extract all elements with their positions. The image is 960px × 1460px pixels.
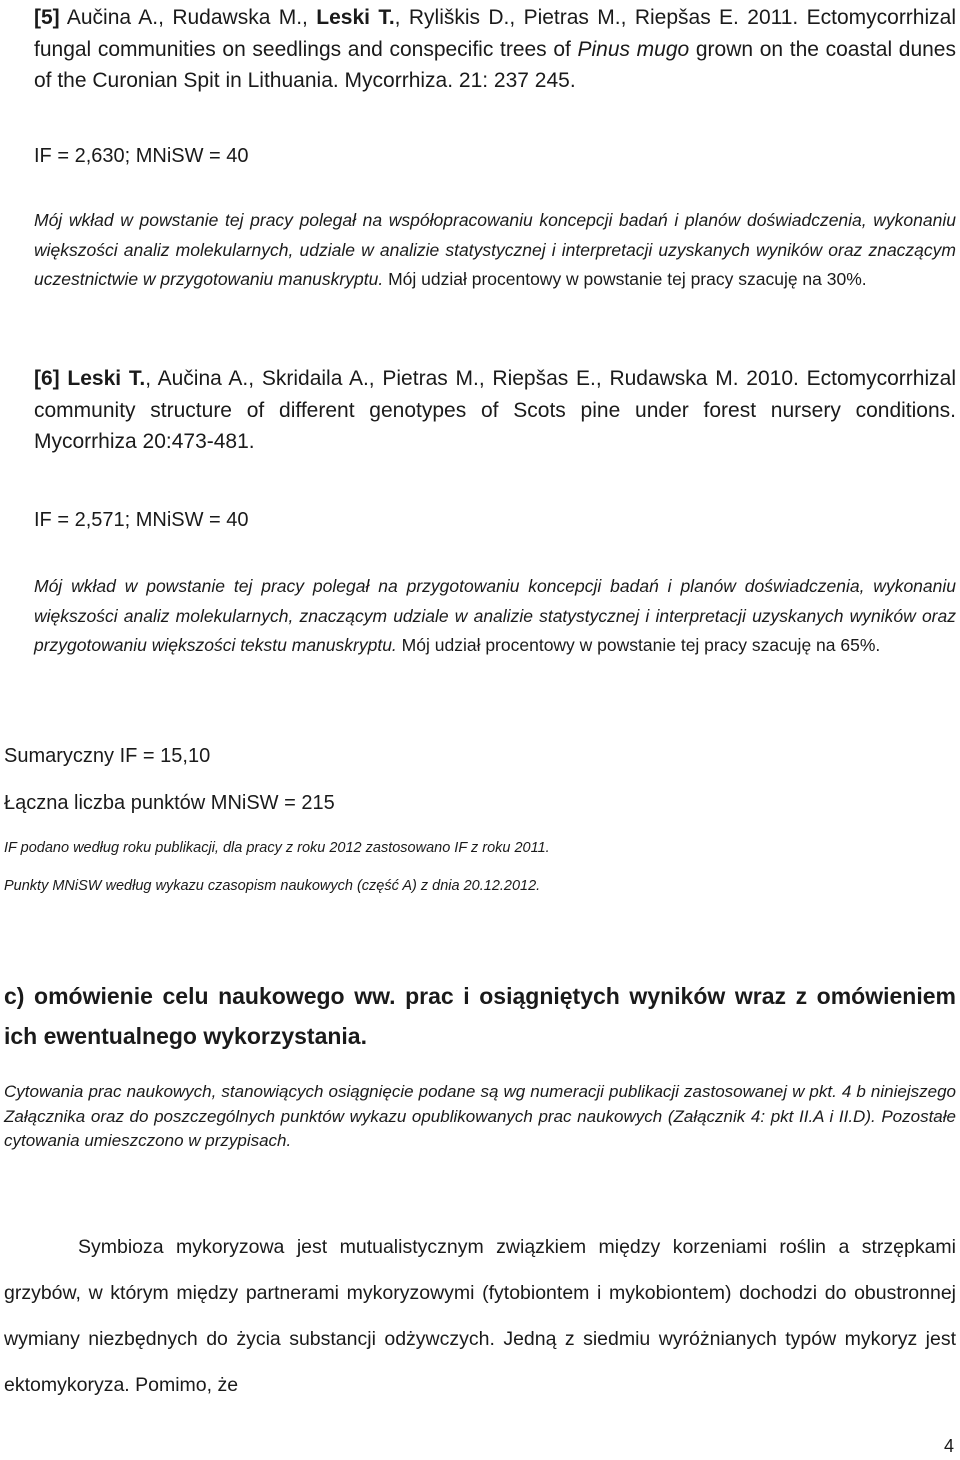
ref6-title: Ectomycorrhizal community structure of different genotypes of Scots pine under forest nursery conditions. Mycorrhiza 20:473-481. xyxy=(34,367,956,453)
ref6-contribution-text: Mój wkład w powstanie tej pracy polegał na przygotowaniu koncepcji badań i planów doświadczenia, wykonaniu większości analiz molekularnych, znaczącym udziale w analizie statystycznej i interpretacji uzyskanych wyników oraz przygotowaniu większości tekstu manuskryptu. xyxy=(34,576,956,655)
ref6-contribution xyxy=(34,572,956,661)
ref6-author-highlight: Leski T. xyxy=(67,367,146,390)
ref6-impact-factor: IF = 2,571; MNiSW = 40 xyxy=(34,509,249,531)
ref5-contribution-text: Mój wkład w powstanie tej pracy polegał na współopracowaniu koncepcji badań i planów doświadczenia, wykonaniu większości analiz molekularnych, udziale w analizie statystycznej i interpretacji uzyskanych wyników oraz znaczącym uczestnictwie w przygotowaniu manuskryptu. xyxy=(34,210,956,289)
summary-note-if: IF podano według roku publikacji, dla pracy z roku 2012 zastosowano IF z roku 2011. xyxy=(4,840,550,856)
ref5-title-continued: grown on the coastal dunes of the Curonian Spit in Lithuania. Mycorrhiza. 21: 237 245. xyxy=(34,37,956,92)
ref6-number: [6] xyxy=(34,367,60,390)
summary-note-points: Punkty MNiSW według wykazu czasopism naukowych (część A) z dnia 20.12.2012. xyxy=(4,878,541,894)
body-paragraph: Symbioza mykoryzowa jest mutualistycznym związkiem między korzeniami roślin a strzępkami grzybów, w którym między partnerami mykoryzowymi (fytobiontem i mykobiontem) dochodzi do obustronnej wymiany niezbędnych do życia substancji odżywczych. Jedną z siedmiu wyróżnianych typów mykoryz jest ektomykoryza. Pomimo, że xyxy=(4,1236,956,1396)
summary-total-points: Łączna liczba punktów MNiSW = 215 xyxy=(4,792,335,814)
ref5-number: [5] xyxy=(34,6,60,29)
ref5-contribution-share: Mój udział procentowy w powstanie tej pracy szacuję na 30%. xyxy=(388,269,867,289)
ref5-author-2: Rudawska M., xyxy=(172,6,308,29)
ref5-year: 2011. xyxy=(747,6,799,29)
citation-note: Cytowania prac naukowych, stanowiących osiągnięcie podane są wg numeracji publikacji zastosowanej w pkt. 4 b niniejszego Załącznika oraz do poszczególnych punktów wykazu opublikowanych prac naukowych (Załącznik 4: pkt II.A i II.D). Pozostałe cytowania umieszczono w przypisach. xyxy=(4,1082,956,1150)
ref6-contribution-share: Mój udział procentowy w powstanie tej pracy szacuję na 65%. xyxy=(401,635,881,655)
ref5-author-4: Ryliškis D., xyxy=(408,6,516,29)
page-number: 4 xyxy=(943,1436,954,1456)
ref5-contribution xyxy=(34,206,956,295)
ref5-author-highlight-comma: , xyxy=(394,6,401,29)
ref5-author-6: Riepšas E. xyxy=(634,6,739,29)
ref6-authors: , Aučina A., Skridaila A., Pietras M., Riepšas E., Rudawska M. 2010. xyxy=(145,367,799,390)
reference-6 xyxy=(34,363,956,458)
ref5-author-1: Aučina A., xyxy=(66,6,164,29)
ref5-author-5: Pietras M., xyxy=(523,6,627,29)
summary-total-if: Sumaryczny IF = 15,10 xyxy=(4,745,211,767)
section-c-heading: c) omówienie celu naukowego ww. prac i osiągniętych wyników wraz z omówieniem ich ewentualnego wykorzystania. xyxy=(4,983,956,1049)
ref5-title: Ectomycorrhizal fungal communities on seedlings and conspecific trees of xyxy=(34,6,956,61)
ref5-impact-factor: IF = 2,630; MNiSW = 40 xyxy=(34,145,249,167)
reference-5 xyxy=(34,2,956,97)
ref5-species: Pinus mugo xyxy=(577,37,690,61)
ref5-author-highlight: Leski T. xyxy=(316,6,395,29)
